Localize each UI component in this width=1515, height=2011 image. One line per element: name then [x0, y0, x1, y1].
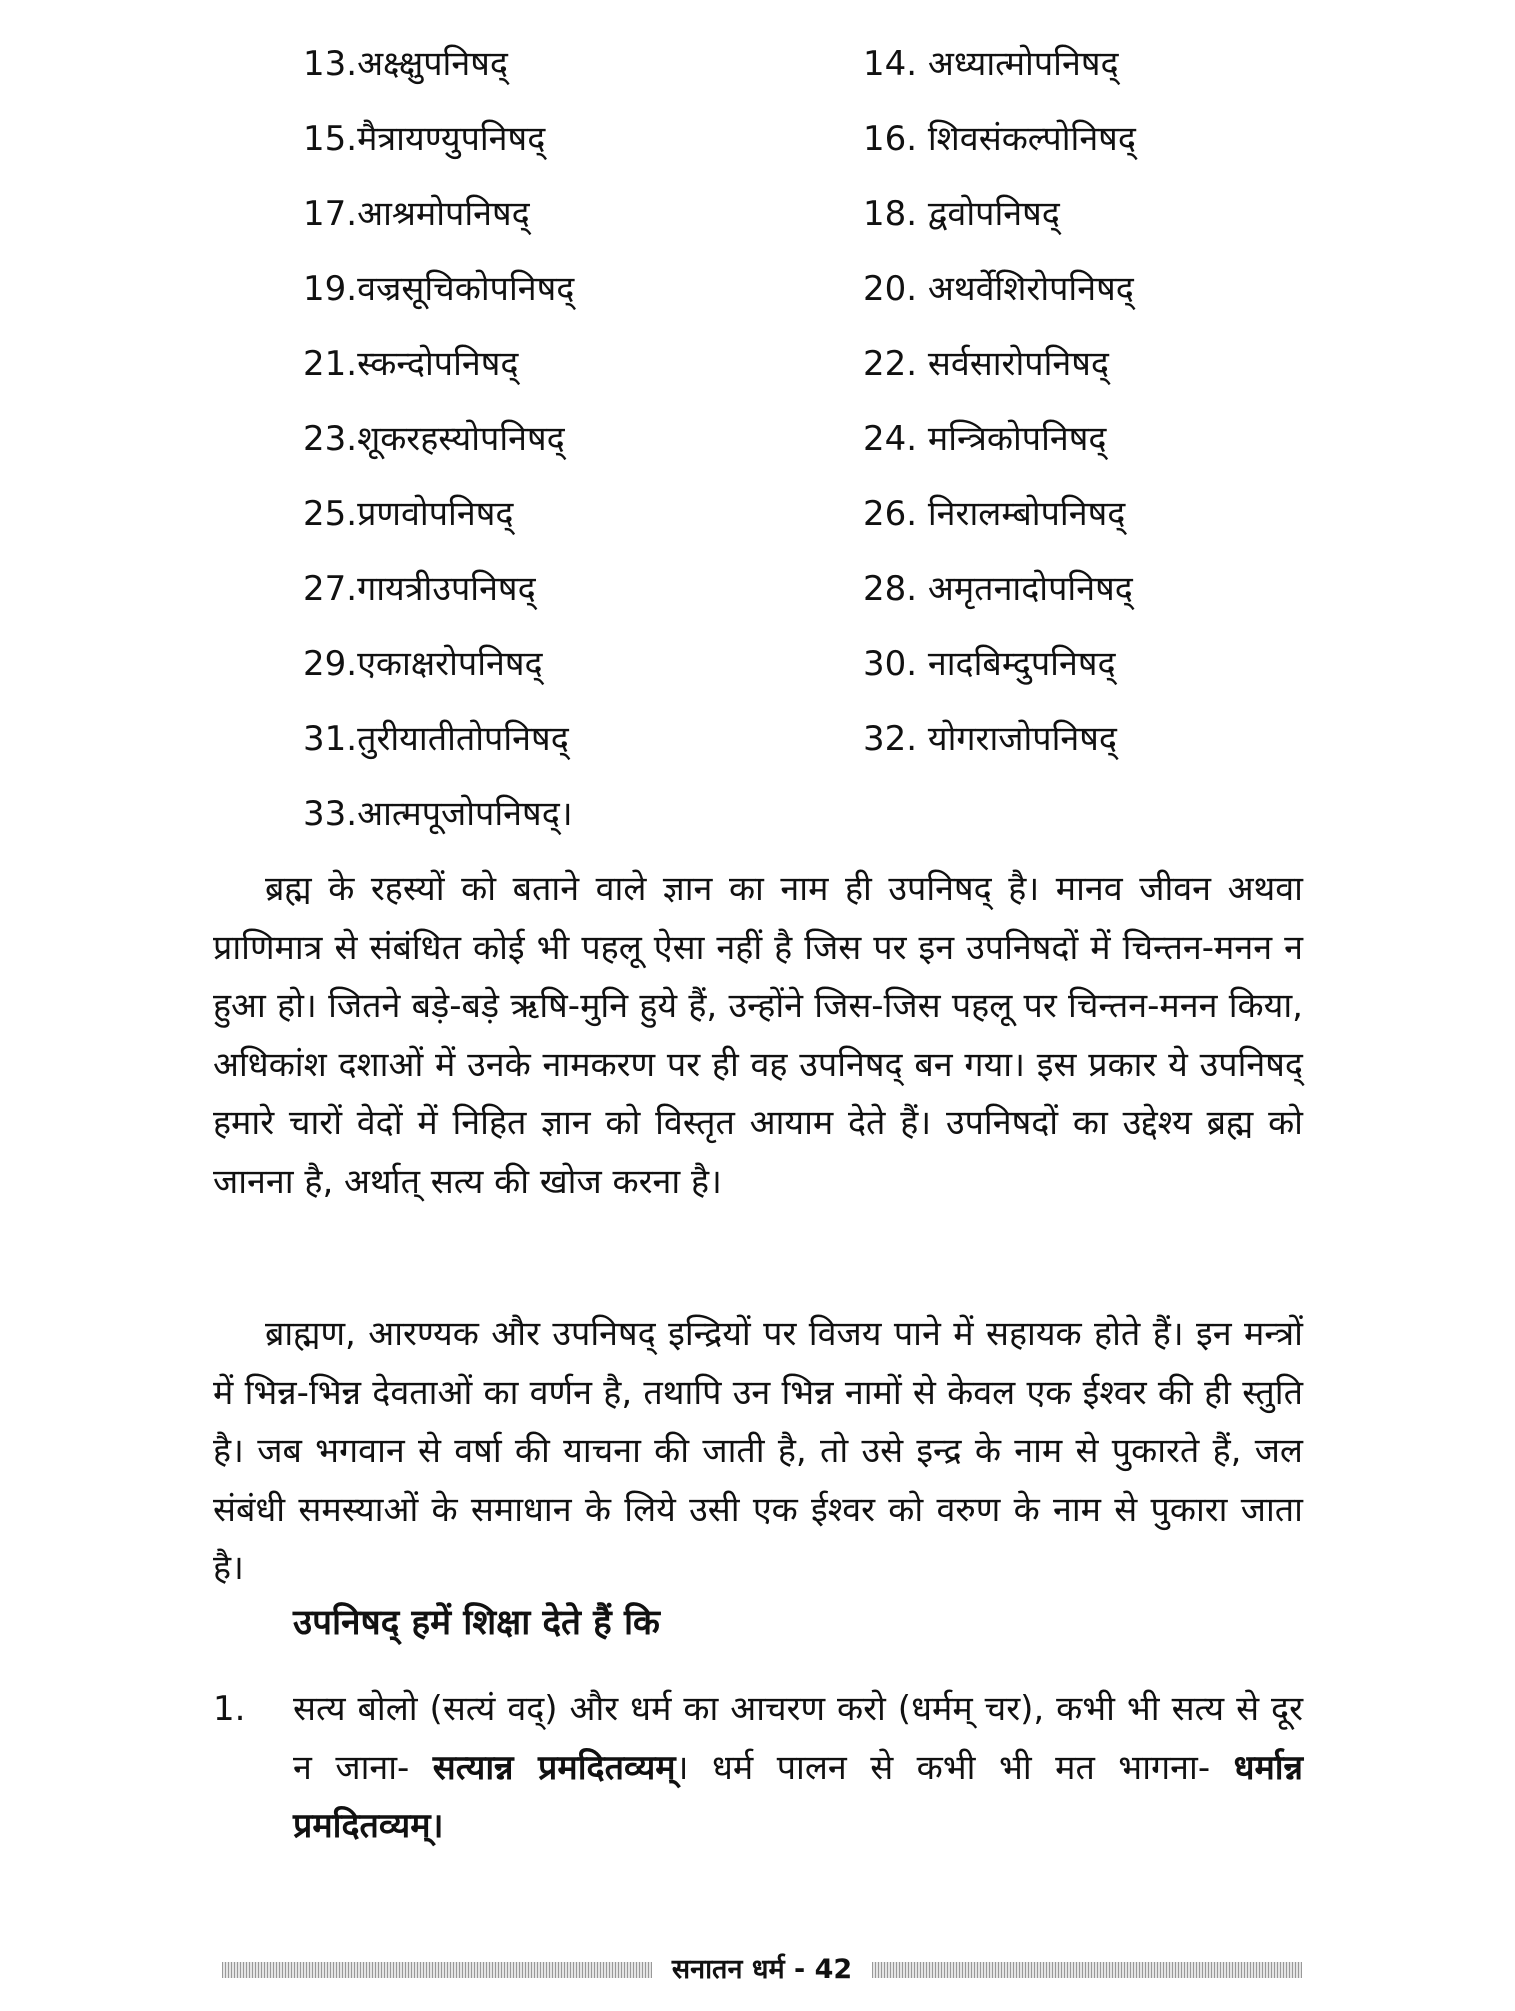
- list-item: 20. अथर्वेशिरोपनिषद्: [863, 269, 1134, 309]
- footer-band-left: [222, 1962, 652, 1978]
- paragraph-brahma-secrets: ब्रह्म के रहस्यों को बताने वाले ज्ञान का नाम ही उपनिषद् है। मानव जीवन अथवा प्राणिमात्र से संबंधित कोई भी पहलू ऐसा नहीं है जिस पर इन उपनिषदों में चिन्तन-मनन न हुआ हो। जितने बड़े-बड़े ऋषि-मुनि हुये हैं, उन्होंने जिस-जिस पहलू पर चिन्तन-मनन किया, अधिकांश दशाओं में उनके नामकरण पर ही वह उपनिषद् बन गया। इस प्रकार ये उपनिषद् हमारे चारों वेदों में निहित ज्ञान को विस्तृत आयाम देते हैं। उपनिषदों का उद्देश्य ब्रह्म को जानना है, अर्थात् सत्य की खोज करना है।: [213, 869, 1303, 1202]
- list-item: 18. द्ववोपनिषद्: [863, 194, 1060, 234]
- sanskrit-phrase: धर्मान्न प्रमदितव्यम्।: [293, 1747, 1303, 1846]
- list-item: 27.गायत्रीउपनिषद्: [303, 569, 536, 609]
- page-footer: [222, 1950, 1302, 1990]
- list-item: 23.शूकरहस्योपनिषद्: [303, 419, 565, 459]
- list-item: 32. योगराजोपनिषद्: [863, 719, 1117, 759]
- point-number: 1.: [213, 1689, 246, 1729]
- list-row: [303, 40, 1303, 115]
- list-row: [303, 115, 1303, 190]
- list-item: 15.मैत्रायण्युपनिषद्: [303, 119, 546, 159]
- footer-label: सनातन धर्म - 42: [671, 1954, 853, 1985]
- list-item: 26. निरालम्बोपनिषद्: [863, 494, 1126, 534]
- list-item: 14. अध्यात्मोपनिषद्: [863, 44, 1119, 84]
- sanskrit-phrase: सत्यान्न प्रमदितव्यम्: [432, 1747, 676, 1788]
- paragraph-brahmana-aranyaka: ब्राह्मण, आरण्यक और उपनिषद् इन्द्रियों पर विजय पाने में सहायक होते हैं। इन मन्त्रों में भिन्न-भिन्न देवताओं का वर्णन है, तथापि उन भिन्न नामों से केवल एक ईश्वर की ही स्तुति है। जब भगवान से वर्षा की याचना की जाती है, तो उसे इन्द्र के नाम से पुकारते हैं, जल संबंधी समस्याओं के समाधान के लिये उसी एक ईश्वर को वरुण के नाम से पुकारा जाता है।: [213, 1314, 1303, 1588]
- footer-band-right: [872, 1962, 1302, 1978]
- list-item: 21.स्कन्दोपनिषद्: [303, 344, 519, 384]
- list-item: 31.तुरीयातीतोपनिषद्: [303, 719, 569, 759]
- list-item: 28. अमृतनादोपनिषद्: [863, 569, 1133, 609]
- list-row: [303, 565, 1303, 640]
- section-heading: उपनिषद् हमें शिक्षा देते हैं कि: [293, 1603, 660, 1643]
- list-item: 33.आत्मपूजोपनिषद्।: [303, 794, 573, 834]
- upanishad-list: [303, 40, 1303, 865]
- list-item: 16. शिवसंकल्पोनिषद्: [863, 119, 1136, 159]
- list-row: [303, 490, 1303, 565]
- list-row: [303, 415, 1303, 490]
- list-row: [303, 265, 1303, 340]
- list-item: 24. मन्त्रिकोपनिषद्: [863, 419, 1107, 459]
- list-item: 19.वज्रसूचिकोपनिषद्: [303, 269, 575, 309]
- list-row: [303, 640, 1303, 715]
- numbered-point-1: [213, 1680, 1303, 1856]
- list-row: [303, 790, 1303, 865]
- point-text-part: । धर्म पालन से कभी भी मत भागना-: [675, 1747, 1234, 1788]
- list-item: 13.अक्ष्क्षुपनिषद्: [303, 44, 508, 84]
- point-text-part: सत्य बोलो (सत्यं वद्) और धर्म का आचरण करो (धर्मम् चर), कभी भी सत्य से दूर न जाना-: [293, 1689, 1303, 1788]
- point-text: [293, 1680, 1303, 1856]
- list-item: 30. नादबिम्दुपनिषद्: [863, 644, 1116, 684]
- list-item: 17.आश्रमोपनिषद्: [303, 194, 530, 234]
- list-row: [303, 190, 1303, 265]
- list-item: 22. सर्वसारोपनिषद्: [863, 344, 1109, 384]
- list-item: 29.एकाक्षरोपनिषद्: [303, 644, 543, 684]
- list-item: 25.प्रणवोपनिषद्: [303, 494, 514, 534]
- list-row: [303, 340, 1303, 415]
- list-row: [303, 715, 1303, 790]
